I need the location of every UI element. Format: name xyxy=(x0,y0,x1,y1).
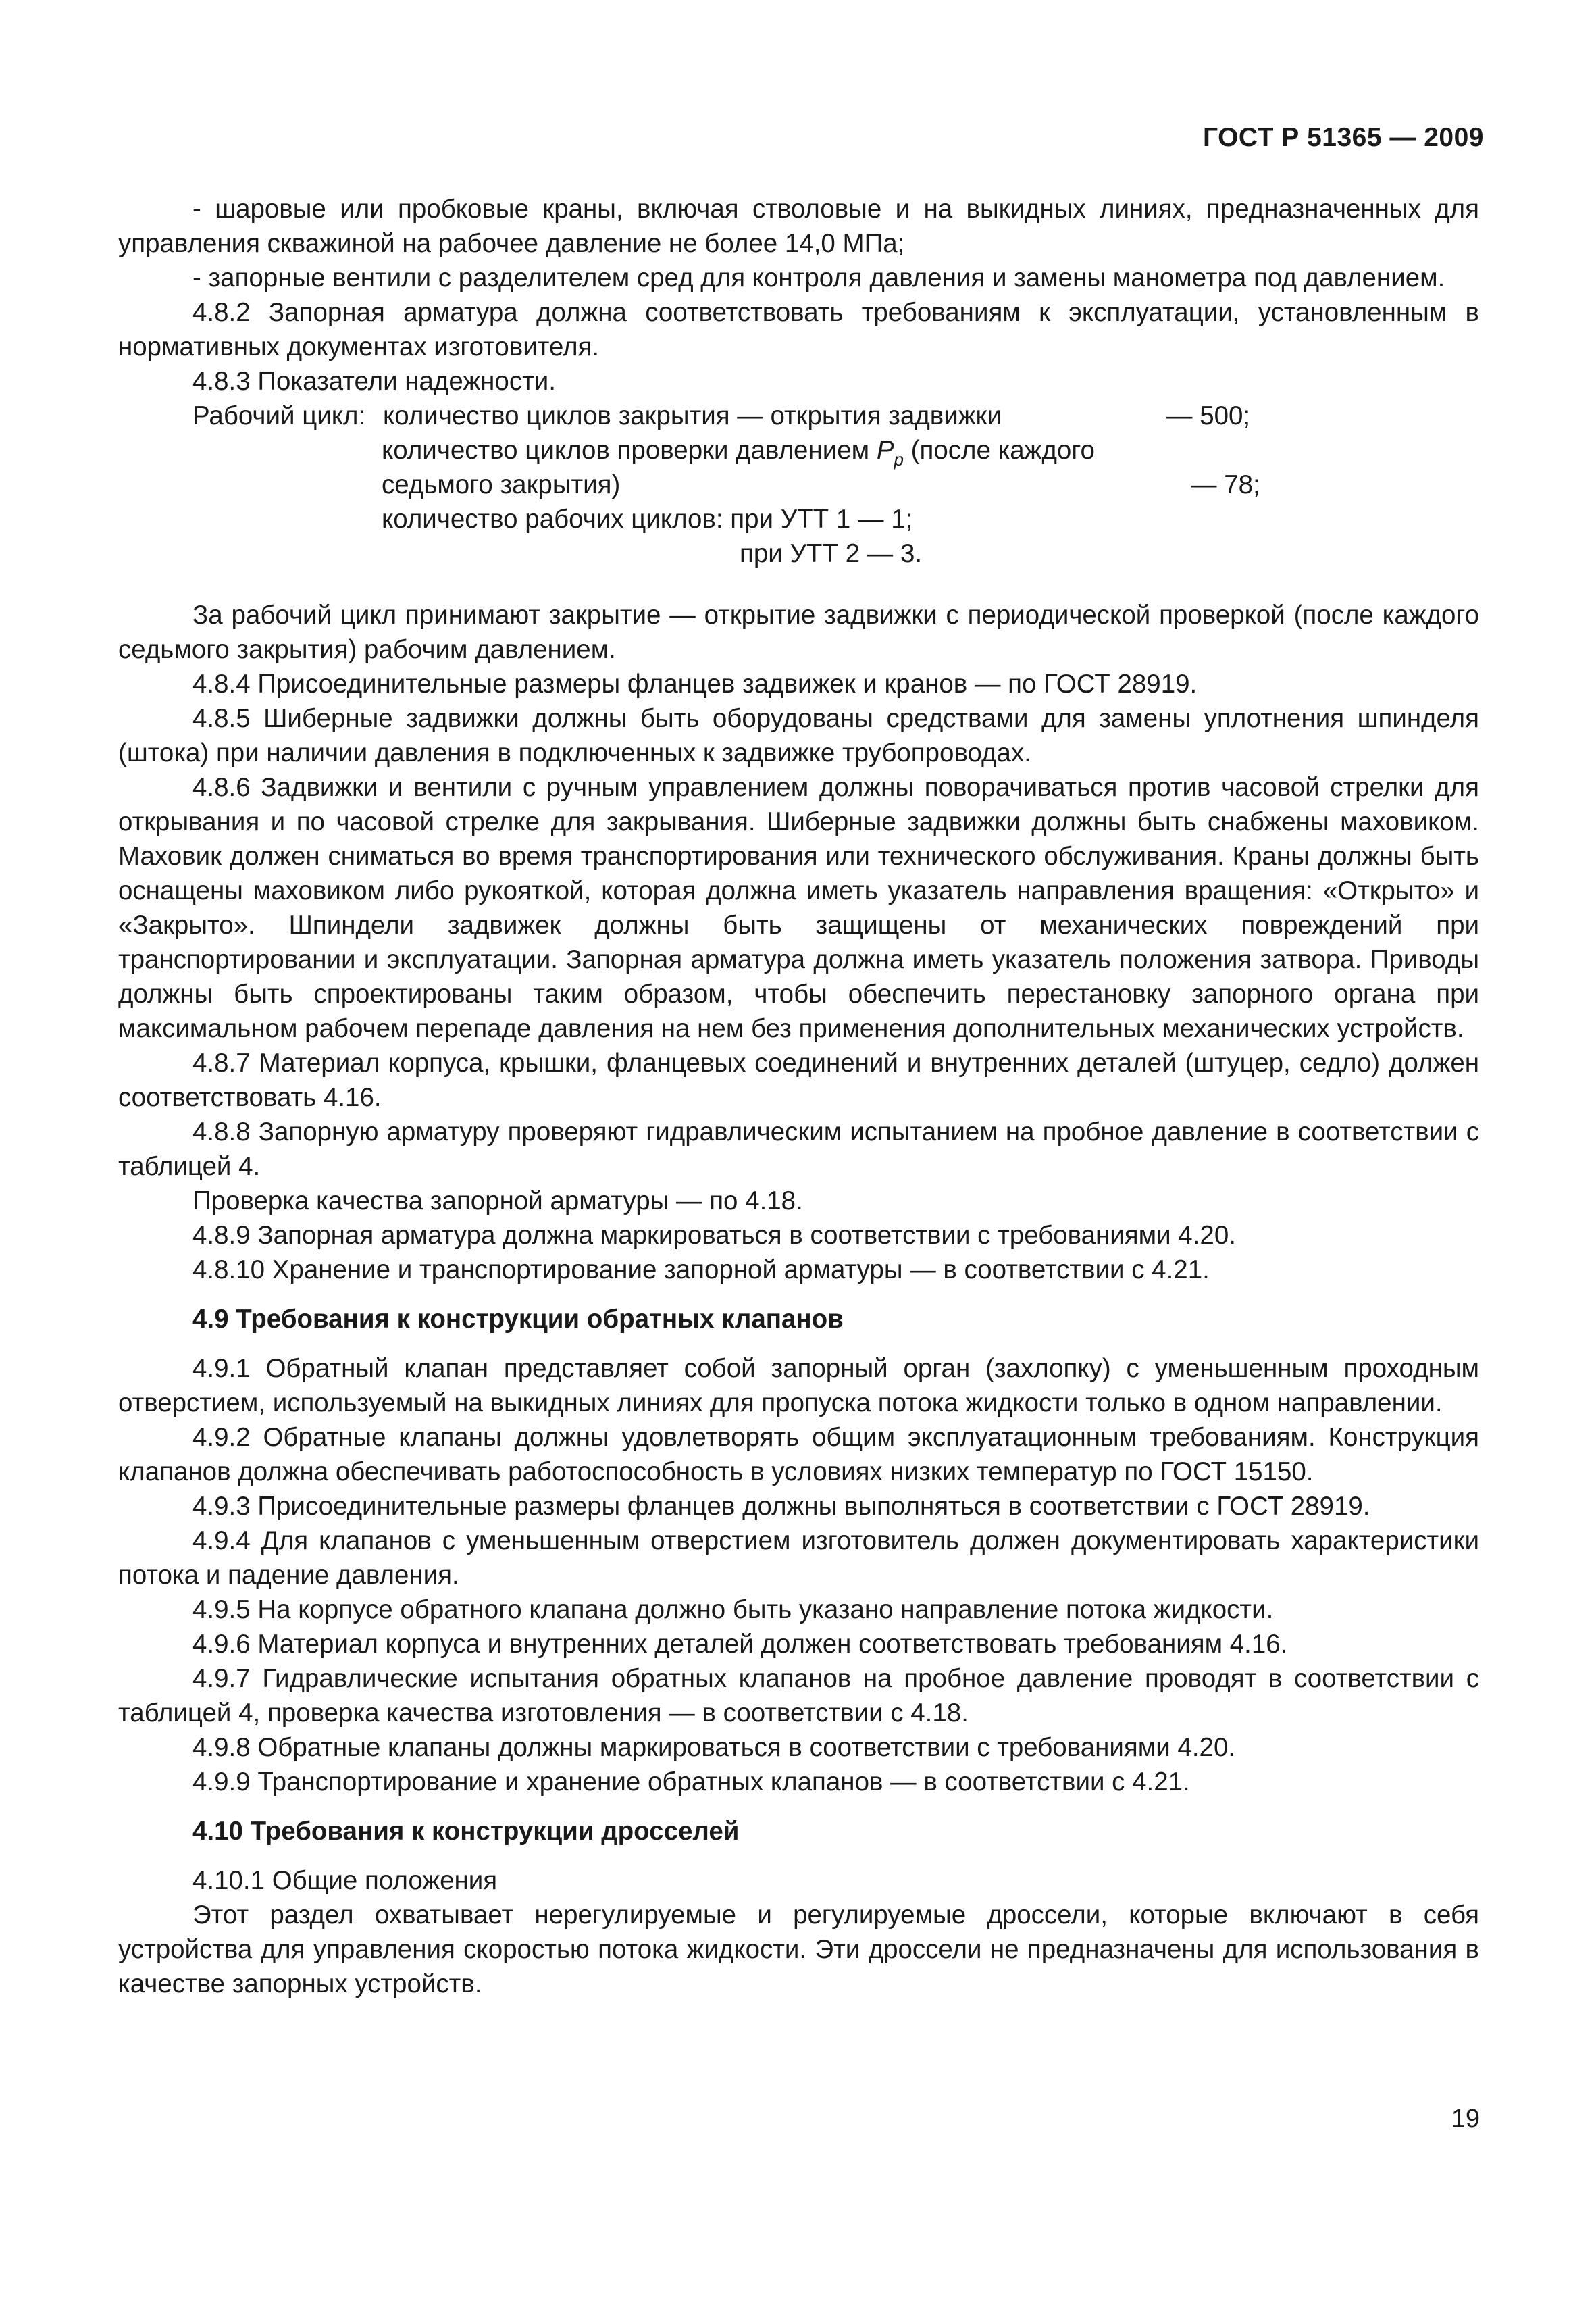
paragraph-group-4-10 xyxy=(118,1863,1479,2001)
paragraph: 4.9.7 Гидравлические испытания обратных клапанов на пробное давление проводят в соответствии с таблицей 4, проверка качества изготовления — в соответствии с 4.18. xyxy=(118,1664,1479,1728)
cycle-value-3: — 78; xyxy=(1191,470,1260,499)
cycle-line-1: количество циклов закрытия — открытия задвижки xyxy=(383,401,1002,430)
paragraph: 4.9.5 На корпусе обратного клапана должно быть указано направление потока жидкости. xyxy=(192,1595,1274,1624)
paragraph: 4.9.1 Обратный клапан представляет собой запорный орган (захлопку) с уменьшенным проходным отверстием, используемый на выкидных линиях для пропуска потока жидкости только в одном направлении. xyxy=(118,1354,1479,1417)
paragraph: 4.8.9 Запорная арматура должна маркироваться в соответствии с требованиями 4.20. xyxy=(192,1221,1236,1250)
paragraph-group-4-8-4 xyxy=(118,598,1479,1287)
section-heading-4-9: 4.9 Требования к конструкции обратных клапанов xyxy=(192,1305,844,1334)
document-header: ГОСТ Р 51365 — 2009 xyxy=(1202,123,1484,152)
paragraph-group-4-9 xyxy=(118,1351,1479,1799)
paragraph: 4.9.9 Транспортирование и хранение обратных клапанов — в соответствии с 4.21. xyxy=(192,1767,1190,1796)
section-heading-4-10: 4.10 Требования к конструкции дросселей xyxy=(192,1817,740,1846)
paragraph: 4.8.4 Присоединительные размеры фланцев задвижек и кранов — по ГОСТ 28919. xyxy=(192,670,1198,699)
paragraph: 4.8.8 Запорную арматуру проверяют гидравлическим испытанием на пробное давление в соответствии с таблицей 4. xyxy=(118,1117,1479,1181)
cycle-value-1: — 500; xyxy=(1166,401,1251,430)
paragraph: 4.8.7 Материал корпуса, крышки, фланцевых соединений и внутренних деталей (штуцер, седло) должен соответствовать 4.16. xyxy=(118,1049,1479,1112)
paragraph: 4.8.5 Шиберные задвижки должны быть оборудованы средствами для замены уплотнения шпинделя (штока) при наличии давления в подключенных к задвижке трубопроводах. xyxy=(118,704,1479,768)
page-number: 19 xyxy=(1451,2105,1480,2133)
paragraph-group-4-8-1 xyxy=(118,192,1479,399)
paragraph: 4.8.6 Задвижки и вентили с ручным управлением должны поворачиваться против часовой стрелки для открывания и по часовой стрелке для закрывания. Шиберные задвижки должны быть снабжены маховиком. Маховик должен сниматься во время транспортирования или технического обслуживания. Краны должны быть оснащены маховиком либо рукояткой, которая должна иметь указатель направления вращения: «Открыто» и «Закрыто». Шпиндели задвижек должны быть защищены от механических повреждений при транспортировании и эксплуатации. Запорная арматура должна иметь указатель положения затвора. Приводы должны быть спроектированы таким образом, чтобы обеспечить перестановку запорного органа при максимальном рабочем перепаде давления на нем без применения дополнительных механических устройств. xyxy=(118,773,1479,1043)
cycle-line-3: седьмого закрытия) xyxy=(382,470,621,499)
paragraph: 4.8.3 Показатели надежности. xyxy=(192,367,556,396)
paragraph: За рабочий цикл принимают закрытие — открытие задвижки с периодической проверкой (после каждого седьмого закрытия) рабочим давлением. xyxy=(118,601,1479,664)
paragraph: 4.8.2 Запорная арматура должна соответствовать требованиям к эксплуатации, установленным в нормативных документах изготовителя. xyxy=(118,298,1479,361)
paragraph: 4.9.3 Присоединительные размеры фланцев должны выполняться в соответствии с ГОСТ 28919. xyxy=(192,1492,1370,1521)
paragraph: 4.9.2 Обратные клапаны должны удовлетворять общим эксплуатационным требованиям. Конструкция клапанов должна обеспечивать работоспособность в условиях низких температур по ГОСТ 15150. xyxy=(118,1423,1479,1486)
cycle-line-2: количество циклов проверки давлением $P_p$ (после каждого xyxy=(382,436,1095,470)
paragraph: Этот раздел охватывает нерегулируемые и регулируемые дроссели, которые включают в себя устройства для управления скоростью потока жидкости. Эти дроссели не предназначены для использования в качестве запорных устройств. xyxy=(118,1901,1479,1998)
paragraph: 4.9.6 Материал корпуса и внутренних деталей должен соответствовать требованиям 4.16. xyxy=(192,1630,1288,1659)
working-cycle-block xyxy=(192,399,1479,571)
cycle-label: Рабочий цикл: xyxy=(192,401,366,430)
paragraph: 4.8.10 Хранение и транспортирование запорной арматуры — в соответствии с 4.21. xyxy=(192,1255,1210,1284)
paragraph: Проверка качества запорной арматуры — по 4.18. xyxy=(192,1186,803,1215)
cycle-line-4: количество рабочих циклов: при УТТ 1 — 1; xyxy=(382,505,913,534)
paragraph: 4.9.8 Обратные клапаны должны маркироваться в соответствии с требованиями 4.20. xyxy=(192,1733,1236,1762)
paragraph: - запорные вентили с разделителем сред для контроля давления и замены манометра под давлением. xyxy=(192,263,1445,293)
paragraph: 4.10.1 Общие положения xyxy=(192,1866,498,1895)
cycle-line-5: при УТТ 2 — 3. xyxy=(740,539,923,568)
document-body xyxy=(118,192,1479,2001)
paragraph: - шаровые или пробковые краны, включая стволовые и на выкидных линиях, предназначенных для управления скважиной на рабочее давление не более 14,0 МПа; xyxy=(118,195,1479,258)
paragraph: 4.9.4 Для клапанов с уменьшенным отверстием изготовитель должен документировать характеристики потока и падение давления. xyxy=(118,1526,1479,1590)
